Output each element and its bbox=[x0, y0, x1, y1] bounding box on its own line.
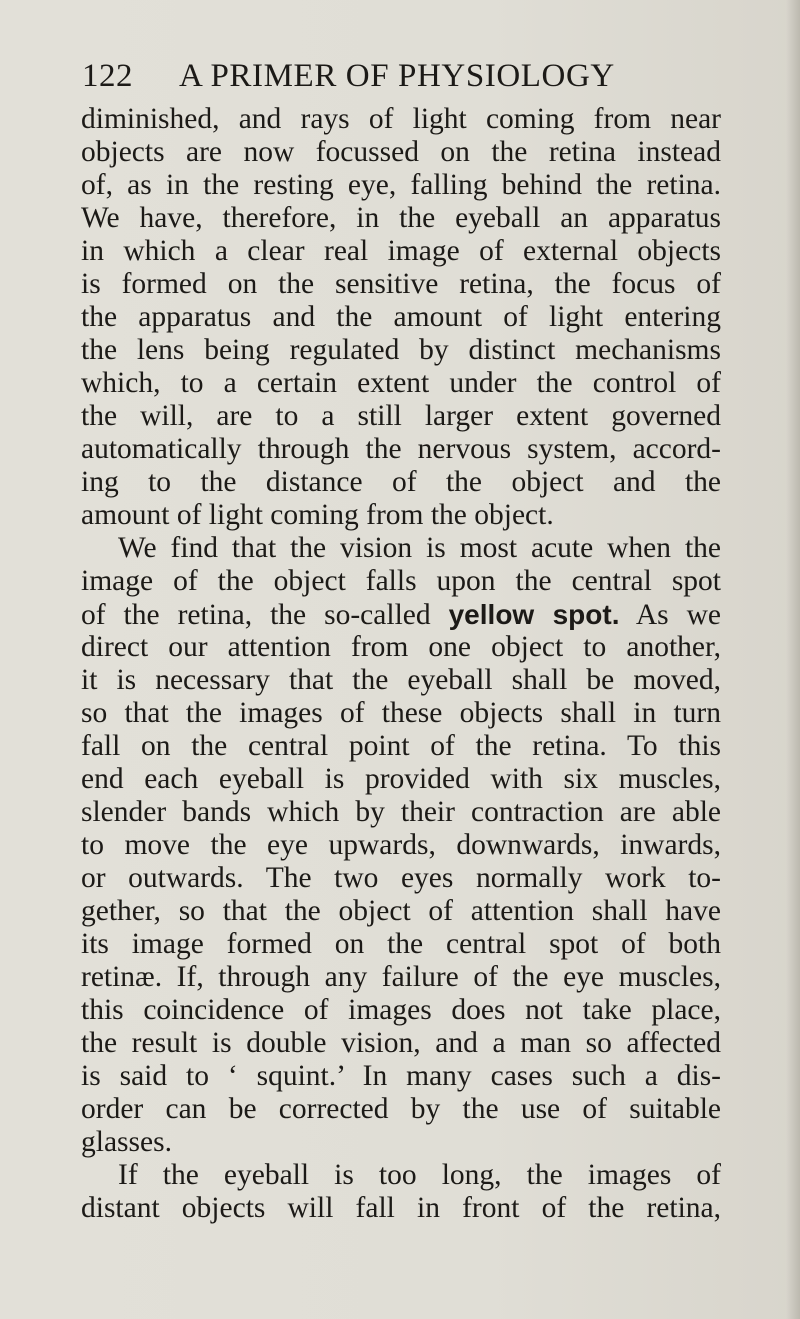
text-line-with-highlight bbox=[81, 598, 721, 631]
highlighted-term: yellow spot. bbox=[448, 599, 620, 630]
text-line: this coincidence of images does not take place, bbox=[81, 994, 721, 1026]
text-line: amount of light coming from the object. bbox=[81, 499, 554, 531]
text-line: the apparatus and the amount of light entering bbox=[81, 301, 721, 333]
text-fragment: of the retina, the so-called bbox=[81, 599, 431, 631]
text-line: We find that the vision is most acute when the bbox=[118, 532, 721, 564]
text-line: to move the eye upwards, downwards, inwards, bbox=[81, 829, 721, 861]
text-line: or outwards. The two eyes normally work to- bbox=[81, 862, 721, 894]
text-line: its image formed on the central spot of both bbox=[81, 928, 721, 960]
text-line: so that the images of these objects shall in turn bbox=[81, 697, 721, 729]
text-line: If the eyeball is too long, the images of bbox=[118, 1159, 721, 1191]
text-line: gether, so that the object of attention shall have bbox=[81, 895, 721, 927]
running-title: A PRIMER OF PHYSIOLOGY bbox=[179, 58, 615, 94]
text-line: which, to a certain extent under the control of bbox=[81, 367, 721, 399]
text-line: direct our attention from one object to another, bbox=[81, 631, 721, 663]
text-line: automatically through the nervous system, accord- bbox=[81, 433, 721, 465]
text-line: glasses. bbox=[81, 1126, 172, 1158]
text-line: diminished, and rays of light coming from near bbox=[81, 103, 721, 135]
page-number: 122 bbox=[82, 58, 133, 94]
page-header bbox=[82, 54, 682, 98]
text-line: distant objects will fall in front of the retina, bbox=[81, 1192, 721, 1224]
text-line: of, as in the resting eye, falling behind the retina. bbox=[81, 169, 721, 201]
text-line: end each eyeball is provided with six muscles, bbox=[81, 763, 721, 795]
text-line: objects are now focussed on the retina instead bbox=[81, 136, 721, 168]
text-line: the lens being regulated by distinct mechanisms bbox=[81, 334, 721, 366]
text-line: the result is double vision, and a man so affected bbox=[81, 1027, 721, 1059]
text-line: We have, therefore, in the eyeball an apparatus bbox=[81, 202, 721, 234]
text-line: ing to the distance of the object and the bbox=[81, 466, 721, 498]
page-edge-shadow bbox=[786, 0, 800, 1319]
text-line: is said to ‘ squint.’ In many cases such a dis- bbox=[81, 1060, 721, 1092]
text-line: it is necessary that the eyeball shall be moved, bbox=[81, 664, 721, 696]
text-line: fall on the central point of the retina. To this bbox=[81, 730, 721, 762]
text-line: order can be corrected by the use of suitable bbox=[81, 1093, 721, 1125]
text-line: in which a clear real image of external objects bbox=[81, 235, 721, 267]
text-line: is formed on the sensitive retina, the focus of bbox=[81, 268, 721, 300]
text-line: the will, are to a still larger extent governed bbox=[81, 400, 721, 432]
body-text bbox=[81, 103, 721, 1225]
text-line: slender bands which by their contraction are able bbox=[81, 796, 721, 828]
text-fragment: As we bbox=[635, 599, 721, 631]
text-line: image of the object falls upon the central spot bbox=[81, 565, 721, 597]
text-line: retinæ. If, through any failure of the eye muscles, bbox=[81, 961, 721, 993]
